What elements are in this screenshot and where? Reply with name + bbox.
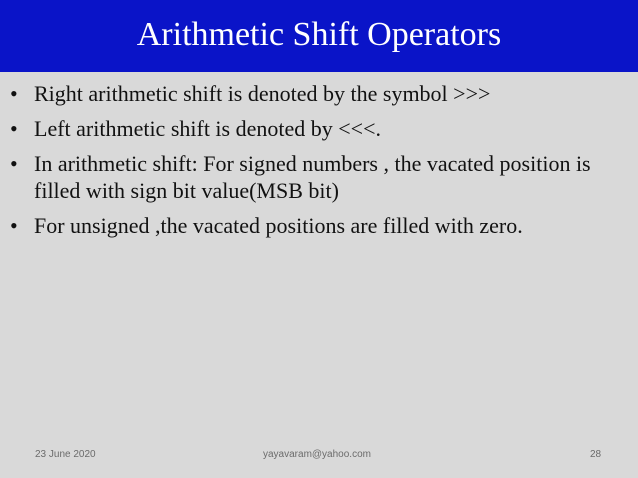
bullet-text: In arithmetic shift: For signed numbers , the vacated position is filled with sign bit value(MSB bit) xyxy=(34,151,591,203)
footer-page-number: 28 xyxy=(590,449,602,460)
bullet-item xyxy=(6,80,630,107)
slide-title: Arithmetic Shift Operators xyxy=(136,16,502,53)
bullet-item xyxy=(6,212,630,239)
bullet-text: Left arithmetic shift is denoted by <<<. xyxy=(34,116,381,141)
footer-date: 23 June 2020 xyxy=(35,449,96,460)
bullet-dot-icon: • xyxy=(10,81,18,106)
bullet-text: Right arithmetic shift is denoted by the symbol >>> xyxy=(34,81,491,106)
bullet-item xyxy=(6,150,630,204)
bullet-item xyxy=(6,115,630,142)
bullet-dot-icon: • xyxy=(10,116,18,141)
bullet-dot-icon: • xyxy=(10,213,18,238)
title-bar xyxy=(0,0,638,72)
bullet-dot-icon: • xyxy=(10,151,18,176)
bullet-list xyxy=(6,80,630,247)
footer-email: yayavaram@yahoo.com xyxy=(263,449,371,460)
bullet-text: For unsigned ,the vacated positions are filled with zero. xyxy=(34,213,523,238)
